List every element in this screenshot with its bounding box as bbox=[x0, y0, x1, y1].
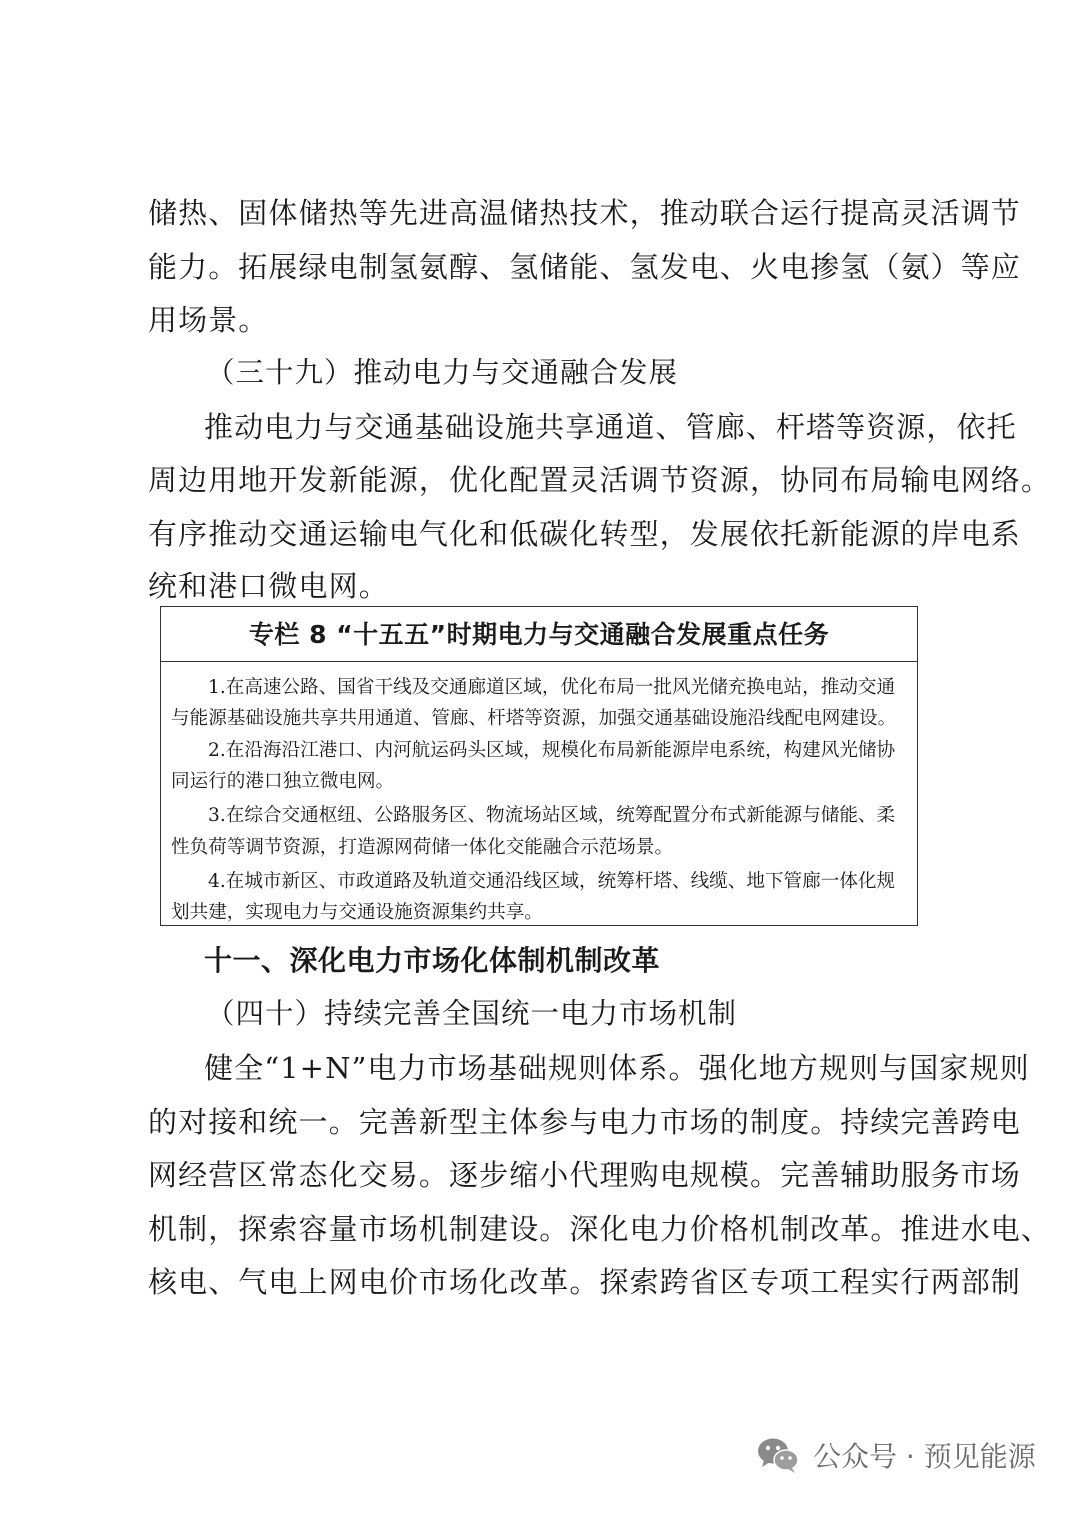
wechat-icon bbox=[755, 1435, 801, 1475]
section-heading-40: （四十）持续完善全国统一电力市场机制 bbox=[206, 997, 738, 1030]
paragraph-line: 机制，探索容量市场机制建设。深化电力价格机制改革。推进水电、 bbox=[148, 1212, 1052, 1246]
box-item-line: 划共建，实现电力与交通设施资源集约共享。 bbox=[171, 902, 543, 923]
column-box bbox=[160, 606, 918, 926]
paragraph-line: 网经营区常态化交易。逐步缩小代理购电规模。完善辅助服务市场 bbox=[148, 1158, 1021, 1192]
box-item-line: 1.在高速公路、国省干线及交通廊道区域，优化布局一批风光储充换电站，推动交通 bbox=[208, 677, 896, 698]
paragraph-line: 有序推动交通运输电气化和低碳化转型，发展依托新能源的岸电系 bbox=[148, 517, 1021, 551]
paragraph-line: 推动电力与交通基础设施共享通道、管廊、杆塔等资源，依托 bbox=[204, 410, 1017, 444]
paragraph-line: 储热、固体储热等先进高温储热技术，推动联合运行提高灵活调节 bbox=[148, 196, 1021, 230]
section-heading-39: （三十九）推动电力与交通融合发展 bbox=[206, 356, 679, 389]
box-item-line: 性负荷等调节资源，打造源网荷储一体化交能融合示范场景。 bbox=[171, 837, 674, 858]
paragraph-line: 核电、气电上网电价市场化改革。探索跨省区专项工程实行两部制 bbox=[148, 1265, 1021, 1299]
paragraph-line: 的对接和统一。完善新型主体参与电力市场的制度。持续完善跨电 bbox=[148, 1105, 1021, 1139]
box-item-line: 4.在城市新区、市政道路及轨道交通沿线区域，统筹杆塔、线缆、地下管廊一体化规 bbox=[208, 871, 896, 892]
box-item-line: 2.在沿海沿江港口、内河航运码头区域，规模化布局新能源岸电系统，构建风光储协 bbox=[208, 740, 896, 761]
box-item-line: 3.在综合交通枢纽、公路服务区、物流场站区域，统筹配置分布式新能源与储能、柔 bbox=[208, 805, 896, 826]
chapter-heading-11: 十一、深化电力市场化体制机制改革 bbox=[204, 944, 661, 977]
account-watermark bbox=[755, 1433, 1036, 1477]
box-item-line: 与能源基础设施共享共用通道、管廊、杆塔等资源，加强交通基础设施沿线配电网建设。 bbox=[171, 708, 897, 729]
column-box-title: 专栏 8 “十五五”时期电力与交通融合发展重点任务 bbox=[161, 607, 917, 662]
box-item-line: 同运行的港口独立微电网。 bbox=[171, 771, 395, 792]
paragraph-line: 周边用地开发新能源，优化配置灵活调节资源，协同布局输电网络。 bbox=[148, 463, 1052, 497]
paragraph-line: 用场景。 bbox=[148, 303, 269, 337]
paragraph-line: 能力。拓展绿电制氢氨醇、氢储能、氢发电、火电掺氢（氨）等应 bbox=[148, 250, 1021, 284]
watermark-text: 公众号 · 预见能源 bbox=[813, 1440, 1036, 1473]
paragraph-line: 统和港口微电网。 bbox=[148, 569, 389, 603]
paragraph-line: 健全“1+N”电力市场基础规则体系。强化地方规则与国家规则 bbox=[204, 1051, 1030, 1085]
